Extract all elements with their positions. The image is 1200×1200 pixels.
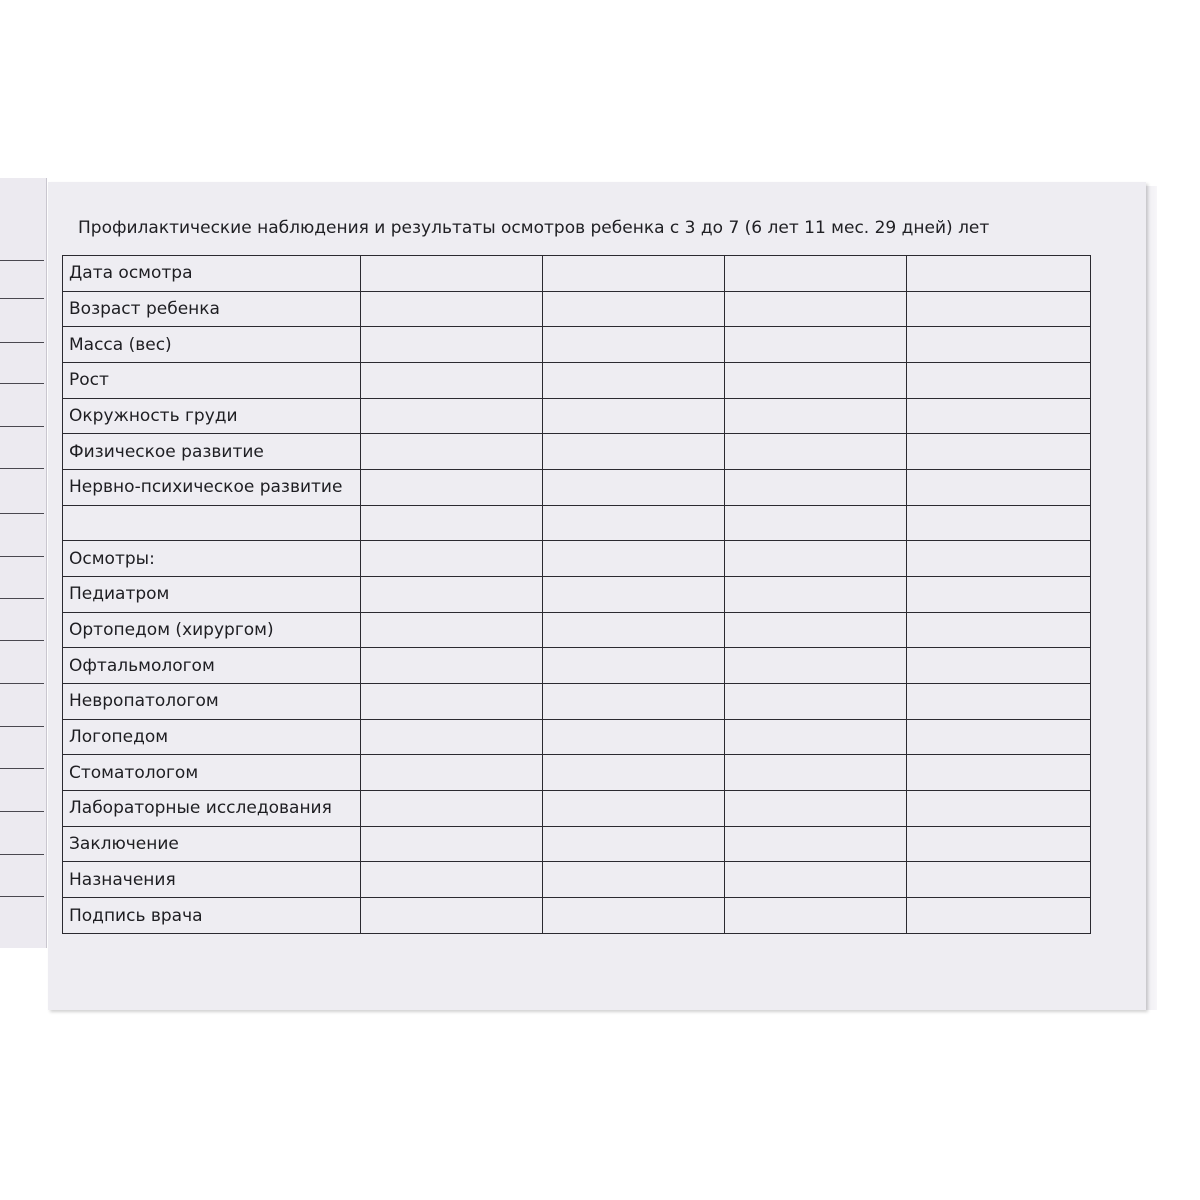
- entry-cell[interactable]: [907, 898, 1091, 934]
- entry-cell[interactable]: [725, 327, 907, 363]
- entry-cell[interactable]: [907, 648, 1091, 684]
- row-label: Офтальмологом: [63, 648, 361, 684]
- entry-cell[interactable]: [907, 541, 1091, 577]
- left-page-rule: [0, 640, 44, 641]
- entry-cell[interactable]: [907, 327, 1091, 363]
- entry-cell[interactable]: [907, 755, 1091, 791]
- row-label: Рост: [63, 363, 361, 399]
- left-page-rule: [0, 726, 44, 727]
- entry-cell[interactable]: [725, 291, 907, 327]
- entry-cell[interactable]: [361, 684, 543, 720]
- entry-cell[interactable]: [361, 612, 543, 648]
- row-label: Педиатром: [63, 577, 361, 613]
- entry-cell[interactable]: [543, 826, 725, 862]
- entry-cell[interactable]: [725, 398, 907, 434]
- left-page-rule: [0, 768, 44, 769]
- entry-cell[interactable]: [543, 577, 725, 613]
- entry-cell[interactable]: [907, 862, 1091, 898]
- table-row: [63, 862, 1091, 898]
- row-label: Ортопедом (хирургом): [63, 612, 361, 648]
- entry-cell[interactable]: [543, 434, 725, 470]
- row-label: Подпись врача: [63, 898, 361, 934]
- table-row: [63, 434, 1091, 470]
- row-label: Лабораторные исследования: [63, 791, 361, 827]
- table-row: [63, 327, 1091, 363]
- entry-cell[interactable]: [725, 755, 907, 791]
- entry-cell[interactable]: [543, 648, 725, 684]
- table-row: [63, 291, 1091, 327]
- entry-cell[interactable]: [543, 398, 725, 434]
- table-row: [63, 898, 1091, 934]
- row-label: Логопедом: [63, 719, 361, 755]
- entry-cell[interactable]: [543, 541, 725, 577]
- page-title: Профилактические наблюдения и результаты осмотров ребенка с 3 до 7 (6 лет 11 мес. 29 дней) лет: [78, 218, 990, 238]
- left-page-rule: [0, 683, 44, 684]
- row-label: Невропатологом: [63, 684, 361, 720]
- entry-cell[interactable]: [361, 256, 543, 292]
- entry-cell[interactable]: [725, 363, 907, 399]
- entry-cell[interactable]: [725, 684, 907, 720]
- table-row: [63, 577, 1091, 613]
- table-row: [63, 470, 1091, 506]
- entry-cell[interactable]: [725, 612, 907, 648]
- table-row: [63, 363, 1091, 399]
- entry-cell[interactable]: [543, 684, 725, 720]
- entry-cell[interactable]: [361, 327, 543, 363]
- entry-cell[interactable]: [361, 719, 543, 755]
- entry-cell[interactable]: [725, 648, 907, 684]
- table-row: [63, 541, 1091, 577]
- entry-cell[interactable]: [907, 505, 1091, 541]
- left-page-rule: [0, 260, 44, 261]
- entry-cell[interactable]: [361, 898, 543, 934]
- table-row: [63, 755, 1091, 791]
- row-label: Нервно-психическое развитие: [63, 470, 361, 506]
- entry-cell[interactable]: [543, 755, 725, 791]
- entry-cell[interactable]: [907, 434, 1091, 470]
- table-row: [63, 684, 1091, 720]
- entry-cell[interactable]: [725, 470, 907, 506]
- entry-cell[interactable]: [725, 791, 907, 827]
- entry-cell[interactable]: [543, 363, 725, 399]
- table-row: [63, 826, 1091, 862]
- entry-cell[interactable]: [543, 898, 725, 934]
- row-label: Возраст ребенка: [63, 291, 361, 327]
- table-row: [63, 648, 1091, 684]
- table-row: [63, 505, 1091, 541]
- entry-cell[interactable]: [543, 612, 725, 648]
- entry-cell[interactable]: [725, 541, 907, 577]
- entry-cell[interactable]: [907, 684, 1091, 720]
- left-page-rule: [0, 342, 44, 343]
- table-row: [63, 612, 1091, 648]
- left-page-rule: [0, 513, 44, 514]
- entry-cell[interactable]: [725, 256, 907, 292]
- table-row: [63, 791, 1091, 827]
- row-label: Физическое развитие: [63, 434, 361, 470]
- entry-cell[interactable]: [361, 648, 543, 684]
- entry-cell[interactable]: [361, 291, 543, 327]
- entry-cell[interactable]: [543, 862, 725, 898]
- left-page-rule: [0, 896, 44, 897]
- entry-cell[interactable]: [361, 577, 543, 613]
- entry-cell[interactable]: [543, 505, 725, 541]
- entry-cell[interactable]: [543, 327, 725, 363]
- entry-cell[interactable]: [361, 470, 543, 506]
- entry-cell[interactable]: [725, 434, 907, 470]
- entry-cell[interactable]: [907, 826, 1091, 862]
- entry-cell[interactable]: [361, 505, 543, 541]
- row-label: Дата осмотра: [63, 256, 361, 292]
- entry-cell[interactable]: [907, 577, 1091, 613]
- entry-cell[interactable]: [907, 291, 1091, 327]
- entry-cell[interactable]: [361, 398, 543, 434]
- entry-cell[interactable]: [725, 826, 907, 862]
- left-page-rule: [0, 298, 44, 299]
- entry-cell[interactable]: [361, 755, 543, 791]
- entry-cell[interactable]: [907, 470, 1091, 506]
- table-row: [63, 719, 1091, 755]
- left-page-rule: [0, 383, 44, 384]
- left-page-rule: [0, 426, 44, 427]
- table-row: [63, 398, 1091, 434]
- left-page-rule: [0, 811, 44, 812]
- entry-cell[interactable]: [361, 791, 543, 827]
- row-label: Назначения: [63, 862, 361, 898]
- entry-cell[interactable]: [361, 541, 543, 577]
- entry-cell[interactable]: [725, 898, 907, 934]
- entry-cell[interactable]: [907, 719, 1091, 755]
- entry-cell[interactable]: [361, 434, 543, 470]
- entry-cell[interactable]: [725, 577, 907, 613]
- entry-cell[interactable]: [361, 826, 543, 862]
- row-label: [63, 505, 361, 541]
- entry-cell[interactable]: [543, 470, 725, 506]
- entry-cell[interactable]: [725, 505, 907, 541]
- entry-cell[interactable]: [907, 256, 1091, 292]
- left-page-rule: [0, 556, 44, 557]
- row-label: Осмотры:: [63, 541, 361, 577]
- entry-cell[interactable]: [361, 862, 543, 898]
- row-label: Окружность груди: [63, 398, 361, 434]
- left-page-rule: [0, 598, 44, 599]
- table-row: [63, 256, 1091, 292]
- entry-cell[interactable]: [543, 291, 725, 327]
- left-page-rule: [0, 854, 44, 855]
- entry-cell[interactable]: [907, 398, 1091, 434]
- left-page-rule: [0, 468, 44, 469]
- observation-table: [62, 255, 1091, 934]
- entry-cell[interactable]: [361, 363, 543, 399]
- entry-cell[interactable]: [725, 862, 907, 898]
- entry-cell[interactable]: [543, 256, 725, 292]
- entry-cell[interactable]: [543, 791, 725, 827]
- entry-cell[interactable]: [543, 719, 725, 755]
- entry-cell[interactable]: [725, 719, 907, 755]
- row-label: Масса (вес): [63, 327, 361, 363]
- entry-cell[interactable]: [907, 363, 1091, 399]
- row-label: Заключение: [63, 826, 361, 862]
- row-label: Стоматологом: [63, 755, 361, 791]
- left-page-edge: [0, 178, 47, 948]
- entry-cell[interactable]: [907, 612, 1091, 648]
- entry-cell[interactable]: [907, 791, 1091, 827]
